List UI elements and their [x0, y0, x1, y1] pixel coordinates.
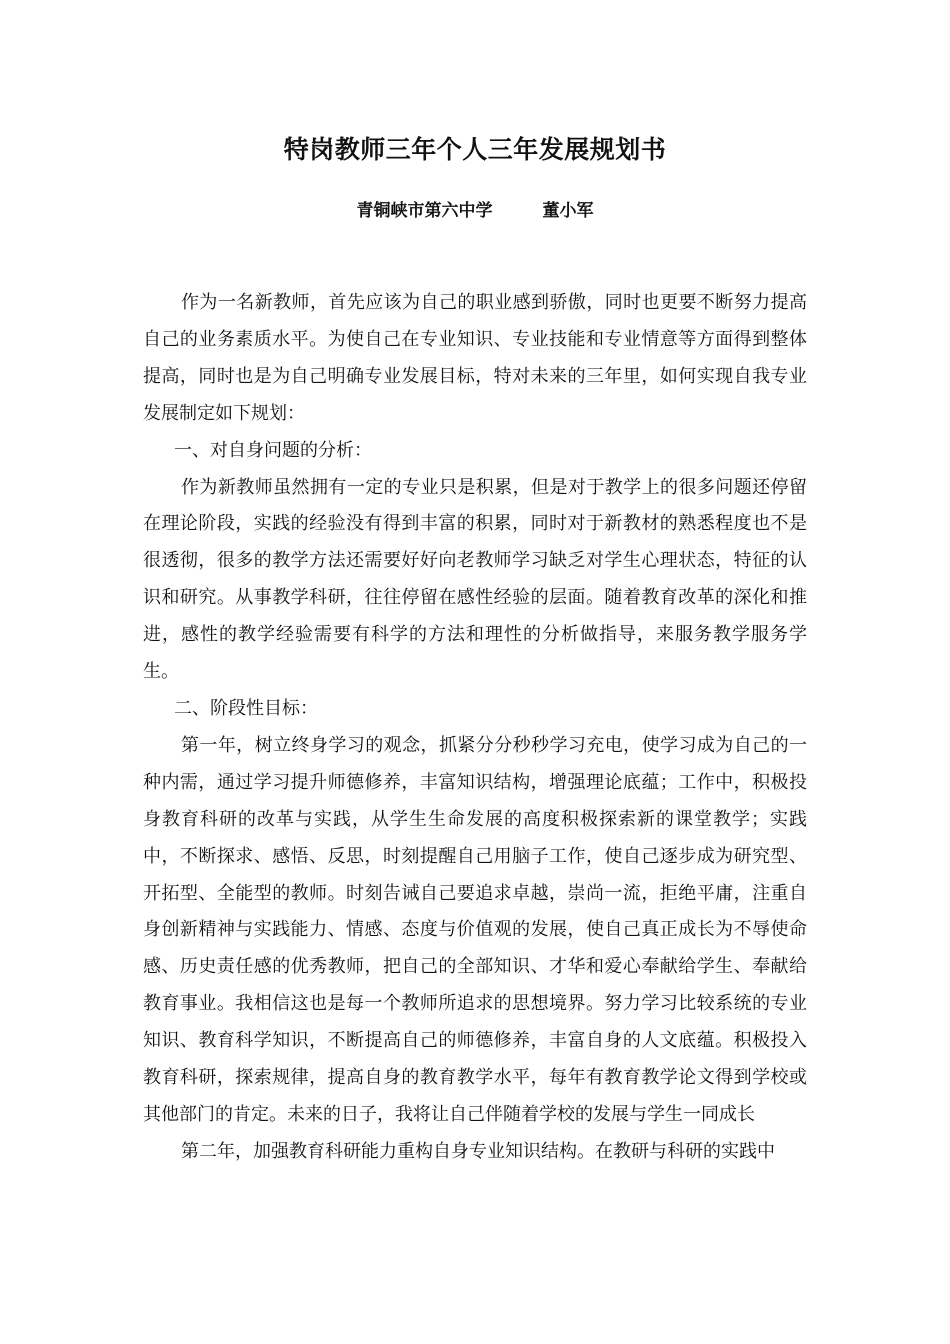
document-title: 特岗教师三年个人三年发展规划书: [283, 135, 667, 164]
document-byline: [0, 198, 950, 224]
paragraph-intro: 作为一名新教师，首先应该为自己的职业感到骄傲，同时也更要不断努力提高自己的业务素质水平。为使自己在专业知识、专业技能和专业情意等方面得到整体提高，同时也是为自己明确专业发展目标，特对未来的三年里，如何实现自我专业发展制定如下规划：: [143, 292, 807, 424]
author-name: 董小军: [542, 201, 594, 221]
section-heading-analysis: 一、对自身问题的分析：: [174, 439, 372, 461]
paragraph-analysis: 作为新教师虽然拥有一定的专业只是积累，但是对于教学上的很多问题还停留在理论阶段，实践的经验没有得到丰富的积累，同时对于新教材的熟悉程度也不是很透彻，很多的教学方法还需要好好向老教师学习缺乏对学生心理状态，特征的认识和研究。从事教学科研，往往停留在感性经验的层面。随着教育改革的深化和推进，感性的教学经验需要有科学的方法和理性的分析做指导，来服务教学服务学生。: [143, 476, 807, 683]
paragraph-year-one: 第一年，树立终身学习的观念，抓紧分分秒秒学习充电，使学习成为自己的一种内需，通过学习提升师德修养，丰富知识结构，增强理论底蕴；工作中，积极投身教育科研的改革与实践，从学生生命发展的高度积极探索新的课堂教学；实践中，不断探求、感悟、反思，时刻提醒自己用脑子工作，使自己逐步成为研究型、开拓型、全能型的教师。时刻告诫自己要追求卓越，崇尚一流，拒绝平庸，注重自身创新精神与实践能力、情感、态度与价值观的发展，使自己真正成长为不辱使命感、历史责任感的优秀教师，把自己的全部知识、才华和爱心奉献给学生、奉献给教育事业。我相信这也是每一个教师所追求的思想境界。努力学习比较系统的专业知识、教育科学知识，不断提高自己的师德修养，丰富自身的人文底蕴。积极投入教育科研，探索规律，提高自身的教育教学水平，每年有教育教学论文得到学校或其他部门的肯定。未来的日子，我将让自己伴随着学校的发展与学生一同成长: [143, 734, 807, 1125]
section-heading-goals: 二、阶段性目标：: [174, 697, 318, 719]
school-name: 青铜峡市第六中学: [356, 201, 493, 221]
paragraph-year-two: 第二年，加强教育科研能力重构自身专业知识结构。在教研与科研的实践中: [181, 1140, 775, 1162]
document-body: [143, 285, 807, 1171]
